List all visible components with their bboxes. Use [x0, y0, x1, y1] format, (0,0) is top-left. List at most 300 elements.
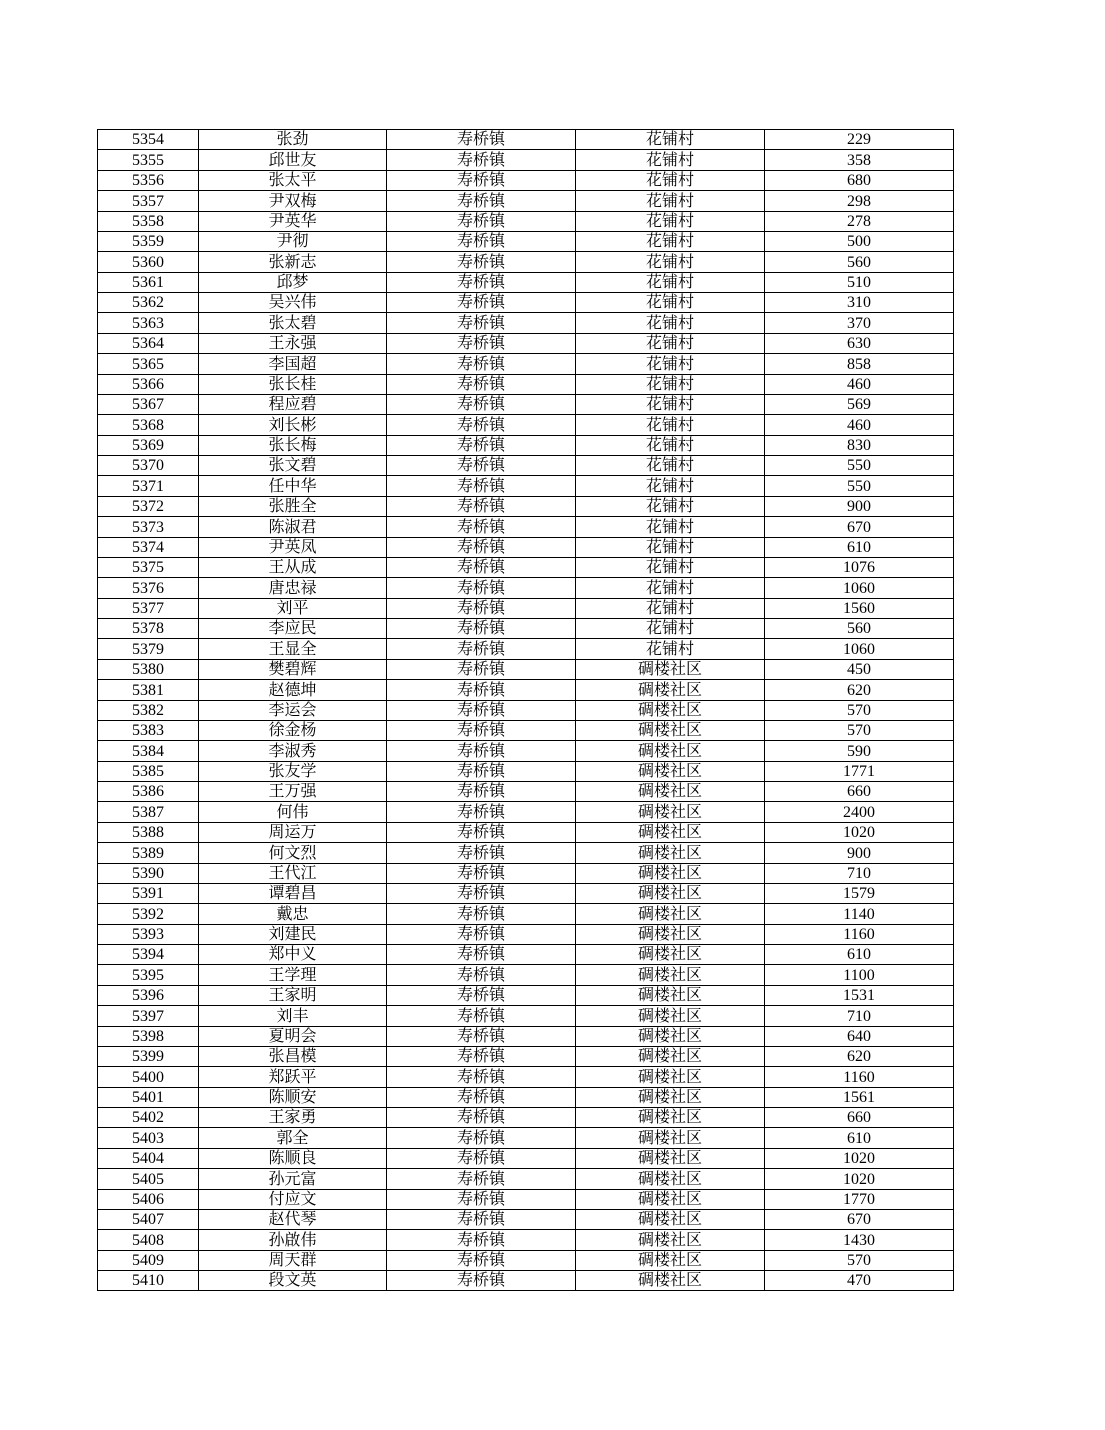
village-cell: 碉楼社区 — [576, 1026, 765, 1046]
name-cell: 李运会 — [199, 700, 387, 720]
village-cell: 花铺村 — [576, 394, 765, 414]
town-cell: 寿桥镇 — [387, 741, 576, 761]
table-row — [98, 1250, 954, 1270]
village-cell: 碉楼社区 — [576, 1128, 765, 1148]
name-cell: 孙啟伟 — [199, 1230, 387, 1250]
town-cell: 寿桥镇 — [387, 333, 576, 353]
village-cell: 花铺村 — [576, 537, 765, 557]
town-cell: 寿桥镇 — [387, 680, 576, 700]
table-row — [98, 1230, 954, 1250]
town-cell: 寿桥镇 — [387, 700, 576, 720]
amount-cell: 1100 — [765, 965, 954, 985]
town-cell: 寿桥镇 — [387, 1067, 576, 1087]
serial-number-cell: 5361 — [98, 272, 199, 292]
serial-number-cell: 5356 — [98, 170, 199, 190]
name-cell: 张胜全 — [199, 496, 387, 516]
table-row — [98, 1046, 954, 1066]
name-cell: 孙元富 — [199, 1169, 387, 1189]
serial-number-cell: 5357 — [98, 191, 199, 211]
town-cell: 寿桥镇 — [387, 231, 576, 251]
amount-cell: 358 — [765, 150, 954, 170]
town-cell: 寿桥镇 — [387, 924, 576, 944]
amount-cell: 660 — [765, 782, 954, 802]
name-cell: 付应文 — [199, 1189, 387, 1209]
serial-number-cell: 5403 — [98, 1128, 199, 1148]
village-cell: 花铺村 — [576, 354, 765, 374]
amount-cell: 1770 — [765, 1189, 954, 1209]
table-row — [98, 313, 954, 333]
town-cell: 寿桥镇 — [387, 1271, 576, 1291]
name-cell: 刘丰 — [199, 1006, 387, 1026]
table-row — [98, 822, 954, 842]
village-cell: 碉楼社区 — [576, 802, 765, 822]
name-cell: 张长梅 — [199, 435, 387, 455]
village-cell: 花铺村 — [576, 293, 765, 313]
village-cell: 花铺村 — [576, 415, 765, 435]
amount-cell: 1430 — [765, 1230, 954, 1250]
name-cell: 张新志 — [199, 252, 387, 272]
table-row — [98, 1128, 954, 1148]
town-cell: 寿桥镇 — [387, 252, 576, 272]
amount-cell: 1060 — [765, 639, 954, 659]
name-cell: 王万强 — [199, 782, 387, 802]
town-cell: 寿桥镇 — [387, 211, 576, 231]
village-cell: 花铺村 — [576, 619, 765, 639]
serial-number-cell: 5387 — [98, 802, 199, 822]
table-row — [98, 272, 954, 292]
town-cell: 寿桥镇 — [387, 415, 576, 435]
amount-cell: 570 — [765, 1250, 954, 1270]
data-table — [97, 129, 954, 1291]
amount-cell: 858 — [765, 354, 954, 374]
amount-cell: 550 — [765, 456, 954, 476]
table-row — [98, 1006, 954, 1026]
town-cell: 寿桥镇 — [387, 435, 576, 455]
amount-cell: 1020 — [765, 822, 954, 842]
village-cell: 花铺村 — [576, 150, 765, 170]
name-cell: 王家勇 — [199, 1108, 387, 1128]
village-cell: 碉楼社区 — [576, 659, 765, 679]
table-row — [98, 415, 954, 435]
village-cell: 碉楼社区 — [576, 1148, 765, 1168]
table-row — [98, 231, 954, 251]
amount-cell: 1020 — [765, 1148, 954, 1168]
name-cell: 李淑秀 — [199, 741, 387, 761]
name-cell: 李应民 — [199, 619, 387, 639]
town-cell: 寿桥镇 — [387, 578, 576, 598]
amount-cell: 450 — [765, 659, 954, 679]
serial-number-cell: 5404 — [98, 1148, 199, 1168]
town-cell: 寿桥镇 — [387, 1148, 576, 1168]
town-cell: 寿桥镇 — [387, 1087, 576, 1107]
town-cell: 寿桥镇 — [387, 883, 576, 903]
serial-number-cell: 5388 — [98, 822, 199, 842]
amount-cell: 298 — [765, 191, 954, 211]
table-row — [98, 150, 954, 170]
village-cell: 花铺村 — [576, 252, 765, 272]
amount-cell: 1140 — [765, 904, 954, 924]
amount-cell: 620 — [765, 1046, 954, 1066]
town-cell: 寿桥镇 — [387, 374, 576, 394]
serial-number-cell: 5365 — [98, 354, 199, 374]
table-row — [98, 843, 954, 863]
table-row — [98, 1271, 954, 1291]
village-cell: 碉楼社区 — [576, 700, 765, 720]
serial-number-cell: 5382 — [98, 700, 199, 720]
serial-number-cell: 5374 — [98, 537, 199, 557]
town-cell: 寿桥镇 — [387, 619, 576, 639]
serial-number-cell: 5379 — [98, 639, 199, 659]
village-cell: 碉楼社区 — [576, 1067, 765, 1087]
village-cell: 花铺村 — [576, 456, 765, 476]
serial-number-cell: 5392 — [98, 904, 199, 924]
serial-number-cell: 5375 — [98, 557, 199, 577]
village-cell: 碉楼社区 — [576, 965, 765, 985]
name-cell: 赵德坤 — [199, 680, 387, 700]
table-row — [98, 741, 954, 761]
town-cell: 寿桥镇 — [387, 557, 576, 577]
name-cell: 王代江 — [199, 863, 387, 883]
table-row — [98, 1087, 954, 1107]
village-cell: 花铺村 — [576, 476, 765, 496]
table-row — [98, 130, 954, 150]
village-cell: 碉楼社区 — [576, 720, 765, 740]
table-row — [98, 639, 954, 659]
village-cell: 碉楼社区 — [576, 985, 765, 1005]
town-cell: 寿桥镇 — [387, 476, 576, 496]
village-cell: 花铺村 — [576, 374, 765, 394]
village-cell: 碉楼社区 — [576, 1087, 765, 1107]
table-row — [98, 945, 954, 965]
town-cell: 寿桥镇 — [387, 293, 576, 313]
name-cell: 陈顺良 — [199, 1148, 387, 1168]
serial-number-cell: 5397 — [98, 1006, 199, 1026]
town-cell: 寿桥镇 — [387, 639, 576, 659]
village-cell: 碉楼社区 — [576, 863, 765, 883]
amount-cell: 2400 — [765, 802, 954, 822]
serial-number-cell: 5371 — [98, 476, 199, 496]
table-row — [98, 863, 954, 883]
village-cell: 花铺村 — [576, 191, 765, 211]
amount-cell: 900 — [765, 843, 954, 863]
name-cell: 张文碧 — [199, 456, 387, 476]
name-cell: 尹双梅 — [199, 191, 387, 211]
amount-cell: 1160 — [765, 1067, 954, 1087]
amount-cell: 590 — [765, 741, 954, 761]
name-cell: 戴忠 — [199, 904, 387, 924]
town-cell: 寿桥镇 — [387, 1250, 576, 1270]
village-cell: 碉楼社区 — [576, 945, 765, 965]
amount-cell: 1020 — [765, 1169, 954, 1189]
town-cell: 寿桥镇 — [387, 782, 576, 802]
table-row — [98, 476, 954, 496]
name-cell: 王家明 — [199, 985, 387, 1005]
town-cell: 寿桥镇 — [387, 965, 576, 985]
amount-cell: 900 — [765, 496, 954, 516]
serial-number-cell: 5402 — [98, 1108, 199, 1128]
serial-number-cell: 5389 — [98, 843, 199, 863]
town-cell: 寿桥镇 — [387, 1128, 576, 1148]
serial-number-cell: 5363 — [98, 313, 199, 333]
amount-cell: 1579 — [765, 883, 954, 903]
town-cell: 寿桥镇 — [387, 456, 576, 476]
village-cell: 碉楼社区 — [576, 1169, 765, 1189]
village-cell: 碉楼社区 — [576, 761, 765, 781]
serial-number-cell: 5383 — [98, 720, 199, 740]
town-cell: 寿桥镇 — [387, 1230, 576, 1250]
table-row — [98, 537, 954, 557]
name-cell: 唐忠禄 — [199, 578, 387, 598]
serial-number-cell: 5364 — [98, 333, 199, 353]
table-row — [98, 191, 954, 211]
town-cell: 寿桥镇 — [387, 191, 576, 211]
table-body — [98, 130, 954, 1291]
village-cell: 碉楼社区 — [576, 883, 765, 903]
name-cell: 李国超 — [199, 354, 387, 374]
village-cell: 碉楼社区 — [576, 1108, 765, 1128]
name-cell: 郑跃平 — [199, 1067, 387, 1087]
table-row — [98, 1108, 954, 1128]
serial-number-cell: 5377 — [98, 598, 199, 618]
town-cell: 寿桥镇 — [387, 761, 576, 781]
table-row — [98, 1026, 954, 1046]
serial-number-cell: 5376 — [98, 578, 199, 598]
name-cell: 张长桂 — [199, 374, 387, 394]
amount-cell: 1771 — [765, 761, 954, 781]
name-cell: 张友学 — [199, 761, 387, 781]
table-row — [98, 802, 954, 822]
amount-cell: 460 — [765, 415, 954, 435]
village-cell: 花铺村 — [576, 272, 765, 292]
amount-cell: 460 — [765, 374, 954, 394]
table-row — [98, 965, 954, 985]
name-cell: 周运万 — [199, 822, 387, 842]
town-cell: 寿桥镇 — [387, 130, 576, 150]
village-cell: 碉楼社区 — [576, 680, 765, 700]
table-row — [98, 354, 954, 374]
table-row — [98, 517, 954, 537]
serial-number-cell: 5401 — [98, 1087, 199, 1107]
amount-cell: 560 — [765, 252, 954, 272]
town-cell: 寿桥镇 — [387, 720, 576, 740]
serial-number-cell: 5384 — [98, 741, 199, 761]
town-cell: 寿桥镇 — [387, 1108, 576, 1128]
table-row — [98, 619, 954, 639]
serial-number-cell: 5390 — [98, 863, 199, 883]
serial-number-cell: 5373 — [98, 517, 199, 537]
name-cell: 王学理 — [199, 965, 387, 985]
serial-number-cell: 5405 — [98, 1169, 199, 1189]
village-cell: 花铺村 — [576, 435, 765, 455]
name-cell: 段文英 — [199, 1271, 387, 1291]
table-row — [98, 1169, 954, 1189]
table-row — [98, 680, 954, 700]
amount-cell: 550 — [765, 476, 954, 496]
amount-cell: 670 — [765, 517, 954, 537]
town-cell: 寿桥镇 — [387, 313, 576, 333]
name-cell: 樊碧辉 — [199, 659, 387, 679]
name-cell: 陈顺安 — [199, 1087, 387, 1107]
village-cell: 花铺村 — [576, 211, 765, 231]
town-cell: 寿桥镇 — [387, 272, 576, 292]
village-cell: 碉楼社区 — [576, 904, 765, 924]
town-cell: 寿桥镇 — [387, 863, 576, 883]
town-cell: 寿桥镇 — [387, 1169, 576, 1189]
table-row — [98, 598, 954, 618]
serial-number-cell: 5395 — [98, 965, 199, 985]
serial-number-cell: 5370 — [98, 456, 199, 476]
name-cell: 何文烈 — [199, 843, 387, 863]
serial-number-cell: 5398 — [98, 1026, 199, 1046]
name-cell: 夏明会 — [199, 1026, 387, 1046]
name-cell: 吴兴伟 — [199, 293, 387, 313]
town-cell: 寿桥镇 — [387, 822, 576, 842]
amount-cell: 1531 — [765, 985, 954, 1005]
table-row — [98, 211, 954, 231]
town-cell: 寿桥镇 — [387, 517, 576, 537]
serial-number-cell: 5410 — [98, 1271, 199, 1291]
name-cell: 谭碧昌 — [199, 883, 387, 903]
town-cell: 寿桥镇 — [387, 802, 576, 822]
serial-number-cell: 5359 — [98, 231, 199, 251]
village-cell: 碉楼社区 — [576, 1209, 765, 1229]
serial-number-cell: 5381 — [98, 680, 199, 700]
serial-number-cell: 5385 — [98, 761, 199, 781]
amount-cell: 278 — [765, 211, 954, 231]
amount-cell: 610 — [765, 945, 954, 965]
town-cell: 寿桥镇 — [387, 170, 576, 190]
serial-number-cell: 5362 — [98, 293, 199, 313]
amount-cell: 710 — [765, 863, 954, 883]
town-cell: 寿桥镇 — [387, 150, 576, 170]
name-cell: 刘建民 — [199, 924, 387, 944]
table-row — [98, 578, 954, 598]
table-row — [98, 782, 954, 802]
name-cell: 张劲 — [199, 130, 387, 150]
name-cell: 张太平 — [199, 170, 387, 190]
town-cell: 寿桥镇 — [387, 843, 576, 863]
village-cell: 碉楼社区 — [576, 843, 765, 863]
serial-number-cell: 5400 — [98, 1067, 199, 1087]
amount-cell: 610 — [765, 1128, 954, 1148]
amount-cell: 569 — [765, 394, 954, 414]
amount-cell: 640 — [765, 1026, 954, 1046]
name-cell: 张太碧 — [199, 313, 387, 333]
town-cell: 寿桥镇 — [387, 1209, 576, 1229]
serial-number-cell: 5378 — [98, 619, 199, 639]
amount-cell: 660 — [765, 1108, 954, 1128]
village-cell: 碉楼社区 — [576, 924, 765, 944]
table-row — [98, 374, 954, 394]
table-row — [98, 1209, 954, 1229]
name-cell: 王永强 — [199, 333, 387, 353]
village-cell: 花铺村 — [576, 598, 765, 618]
town-cell: 寿桥镇 — [387, 537, 576, 557]
table-row — [98, 985, 954, 1005]
town-cell: 寿桥镇 — [387, 659, 576, 679]
serial-number-cell: 5369 — [98, 435, 199, 455]
village-cell: 碉楼社区 — [576, 1006, 765, 1026]
amount-cell: 229 — [765, 130, 954, 150]
village-cell: 花铺村 — [576, 517, 765, 537]
amount-cell: 560 — [765, 619, 954, 639]
village-cell: 碉楼社区 — [576, 1271, 765, 1291]
amount-cell: 500 — [765, 231, 954, 251]
village-cell: 碉楼社区 — [576, 822, 765, 842]
table-row — [98, 761, 954, 781]
serial-number-cell: 5368 — [98, 415, 199, 435]
town-cell: 寿桥镇 — [387, 1026, 576, 1046]
name-cell: 王从成 — [199, 557, 387, 577]
amount-cell: 620 — [765, 680, 954, 700]
serial-number-cell: 5393 — [98, 924, 199, 944]
name-cell: 郭全 — [199, 1128, 387, 1148]
table-row — [98, 435, 954, 455]
amount-cell: 1561 — [765, 1087, 954, 1107]
amount-cell: 570 — [765, 700, 954, 720]
name-cell: 邱梦 — [199, 272, 387, 292]
serial-number-cell: 5386 — [98, 782, 199, 802]
village-cell: 碉楼社区 — [576, 782, 765, 802]
name-cell: 刘平 — [199, 598, 387, 618]
village-cell: 碉楼社区 — [576, 741, 765, 761]
village-cell: 花铺村 — [576, 130, 765, 150]
name-cell: 郑中义 — [199, 945, 387, 965]
amount-cell: 680 — [765, 170, 954, 190]
amount-cell: 1560 — [765, 598, 954, 618]
town-cell: 寿桥镇 — [387, 904, 576, 924]
name-cell: 尹彻 — [199, 231, 387, 251]
table-row — [98, 659, 954, 679]
amount-cell: 510 — [765, 272, 954, 292]
village-cell: 花铺村 — [576, 578, 765, 598]
table-row — [98, 496, 954, 516]
name-cell: 程应碧 — [199, 394, 387, 414]
village-cell: 花铺村 — [576, 496, 765, 516]
village-cell: 花铺村 — [576, 639, 765, 659]
town-cell: 寿桥镇 — [387, 1006, 576, 1026]
village-cell: 碉楼社区 — [576, 1230, 765, 1250]
table-row — [98, 394, 954, 414]
table-row — [98, 293, 954, 313]
town-cell: 寿桥镇 — [387, 496, 576, 516]
amount-cell: 670 — [765, 1209, 954, 1229]
village-cell: 花铺村 — [576, 170, 765, 190]
town-cell: 寿桥镇 — [387, 985, 576, 1005]
table-row — [98, 1067, 954, 1087]
name-cell: 何伟 — [199, 802, 387, 822]
amount-cell: 610 — [765, 537, 954, 557]
table-row — [98, 924, 954, 944]
table-row — [98, 170, 954, 190]
table-row — [98, 904, 954, 924]
serial-number-cell: 5396 — [98, 985, 199, 1005]
village-cell: 花铺村 — [576, 333, 765, 353]
name-cell: 陈淑君 — [199, 517, 387, 537]
village-cell: 碉楼社区 — [576, 1189, 765, 1209]
town-cell: 寿桥镇 — [387, 1046, 576, 1066]
amount-cell: 1160 — [765, 924, 954, 944]
town-cell: 寿桥镇 — [387, 598, 576, 618]
serial-number-cell: 5394 — [98, 945, 199, 965]
serial-number-cell: 5409 — [98, 1250, 199, 1270]
name-cell: 任中华 — [199, 476, 387, 496]
table-row — [98, 252, 954, 272]
serial-number-cell: 5354 — [98, 130, 199, 150]
village-cell: 花铺村 — [576, 313, 765, 333]
serial-number-cell: 5367 — [98, 394, 199, 414]
serial-number-cell: 5355 — [98, 150, 199, 170]
